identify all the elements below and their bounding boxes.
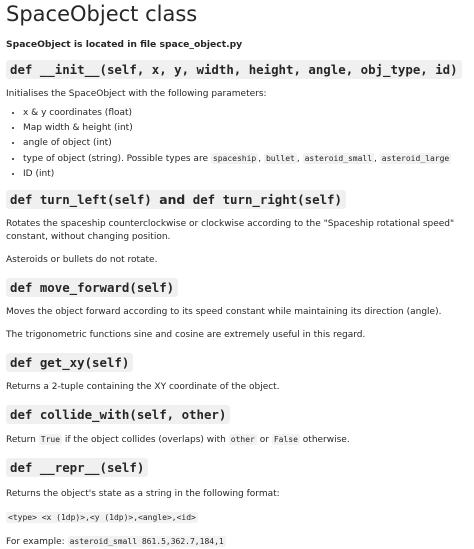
repr-format-line (6, 511, 468, 525)
get-xy-section (6, 352, 468, 372)
init-intro: Initialises the SpaceObject with the following parameters: (6, 89, 267, 99)
turn-right-signature: def turn_right(self) (192, 192, 342, 207)
init-section (6, 59, 468, 79)
move-section (6, 277, 468, 297)
repr-description: Returns the object's state as a string in the following format: (6, 489, 280, 499)
page-title: SpaceObject class (6, 2, 198, 26)
move-note: The trigonometric functions sine and cosine are extremely useful in this regard. (6, 330, 366, 340)
param-list (6, 106, 468, 182)
turn-left-signature: def turn_left(self) (10, 192, 152, 207)
param-item: • x & y coordinates (float) (23, 106, 468, 121)
move-signature: def move_forward(self) (6, 278, 178, 297)
or-word: or (259, 435, 269, 445)
move-description: Moves the object forward according to its speed constant while maintaining its direction (angle). (6, 307, 442, 317)
turn-section (6, 189, 468, 209)
param-item-type: • type of object (string). Possible types are spaceship , bullet , asteroid_small , asteroid_large (23, 151, 468, 167)
param-item: • Map width & height (int) (23, 121, 468, 136)
type-asteroid-large: asteroid_large (381, 154, 450, 163)
other-code: other (230, 435, 255, 444)
type-bullet: bullet (265, 154, 295, 163)
param-item: • angle of object (int) (23, 136, 468, 151)
turn-signature (6, 190, 346, 209)
example-code: asteroid_small 861.5,362.7,184,1 (69, 537, 224, 546)
get-xy-signature: def get_xy(self) (6, 353, 133, 372)
collide-section (6, 404, 468, 424)
init-signature: def __init__(self, x, y, width, height, angle, obj_type, id) (6, 60, 462, 79)
collide-end-text: otherwise. (302, 435, 350, 445)
type-param-text: type of object (string). Possible types are (23, 154, 208, 164)
turn-note: Asteroids or bullets do not rotate. (6, 255, 158, 265)
repr-format-code: <type> <x (1dp)>,<y (1dp)>,<angle>,<id> (8, 513, 196, 522)
param-item: • ID (int) (23, 167, 468, 182)
repr-signature: def __repr__(self) (6, 458, 148, 477)
collide-description (6, 433, 468, 447)
get-xy-description: Returns a 2-tuple containing the XY coordinate of the object. (6, 382, 280, 392)
repr-section (6, 457, 468, 477)
type-spaceship: spaceship (212, 154, 257, 163)
true-code: True (40, 435, 61, 444)
type-asteroid-small: asteroid_small (304, 154, 373, 163)
collide-middle-text: if the object collides (overlaps) with (64, 435, 226, 445)
file-location: SpaceObject is located in file space_object.py (6, 39, 243, 50)
and-word: and (159, 192, 186, 207)
collide-signature: def collide_with(self, other) (6, 405, 230, 424)
return-word: Return (6, 435, 36, 445)
turn-description: Rotates the spaceship counterclockwise or clockwise according to the "Spaceship rotational speed" constant, without changing position. (6, 219, 455, 242)
example-label: For example: (6, 537, 65, 547)
false-code: False (273, 435, 298, 444)
